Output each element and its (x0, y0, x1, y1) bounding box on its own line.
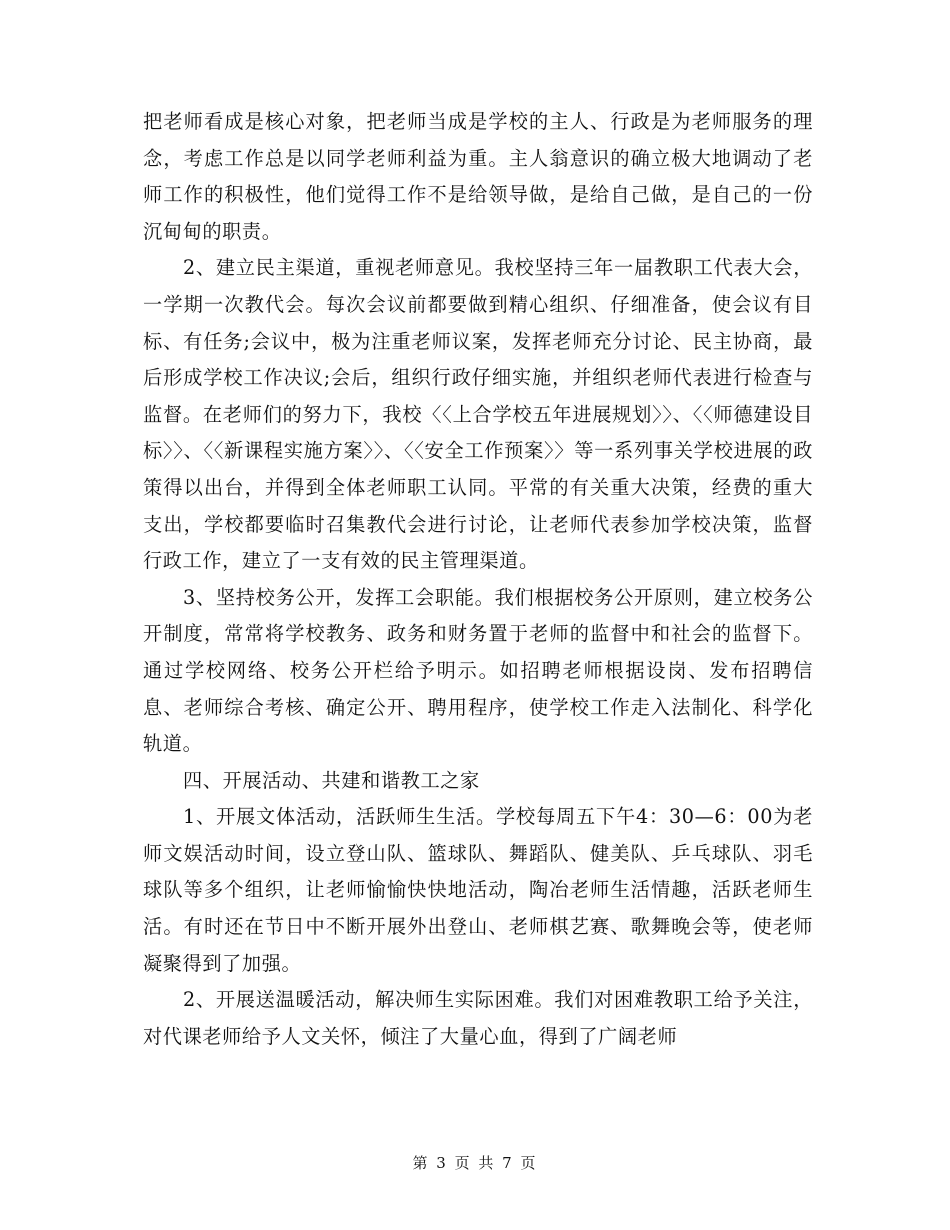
paragraph-2: 2、建立民主渠道，重视老师意见。我校坚持三年一届教职工代表大会，一学期一次教代会。每次会议前都要做到精心组织、仔细准备，使会议有目标、有任务;会议中，极为注重老师议案，发挥老师充分讨论、民主协商，最后形成学校工作决议;会后，组织行政仔细实施，并组织老师代表进行检查与监督。在老师们的努力下，我校〈〈上合学校五年进展规划〉〉、〈〈师德建设目标〉〉、〈〈新课程实施方案〉〉、〈〈安全工作预案〉〉等一系列事关学校进展的政策得以出台，并得到全体老师职工认同。平常的有关重大决策，经费的重大支出，学校都要临时召集教代会进行讨论，让老师代表参加学校决策，监督行政工作，建立了一支有效的民主管理渠道。 (143, 256, 813, 573)
section-heading: 四、开展活动、共建和谐教工之家 (183, 768, 480, 792)
footer-suffix: 页 (520, 1154, 538, 1172)
paragraph-1: 把老师看成是核心对象，把老师当成是学校的主人、行政是为老师服务的理念，考虑工作总是以同学老师利益为重。主人翁意识的确立极大地调动了老师工作的积极性，他们觉得工作不是给领导做，是给自己做，是自己的一份沉甸甸的职责。 (143, 110, 813, 243)
paragraph-6: 2、开展送温暖活动，解决师生实际困难。我们对困难教职工给予关注，对代课老师给予人文关怀，倾注了大量心血，得到了广阔老师 (143, 988, 813, 1048)
paragraph-5: 1、开展文体活动，活跃师生生活。学校每周五下午4：30—6：00为老师文娱活动时间，设立登山队、篮球队、舞蹈队、健美队、乒乓球队、羽毛球队等多个组织，让老师愉愉快快地活动，陶冶老师生活情趣，活跃老师生活。有时还在节日中不断开展外出登山、老师棋艺赛、歌舞晚会等，使老师凝聚得到了加强。 (143, 805, 813, 975)
paragraph-3: 3、坚持校务公开，发挥工会职能。我们根据校务公开原则，建立校务公开制度，常常将学校教务、政务和财务置于老师的监督中和社会的监督下。通过学校网络、校务公开栏给予明示。如招聘老师根据设岗、发布招聘信息、老师综合考核、确定公开、聘用程序，使学校工作走入法制化、科学化轨道。 (143, 585, 813, 756)
footer-total-pages: 7 (502, 1154, 514, 1172)
document-body (143, 104, 813, 1055)
footer-mid: 页 共 (454, 1154, 496, 1172)
footer-current-page: 3 (436, 1154, 448, 1172)
page-footer (0, 1152, 950, 1173)
footer-prefix: 第 (412, 1154, 430, 1172)
